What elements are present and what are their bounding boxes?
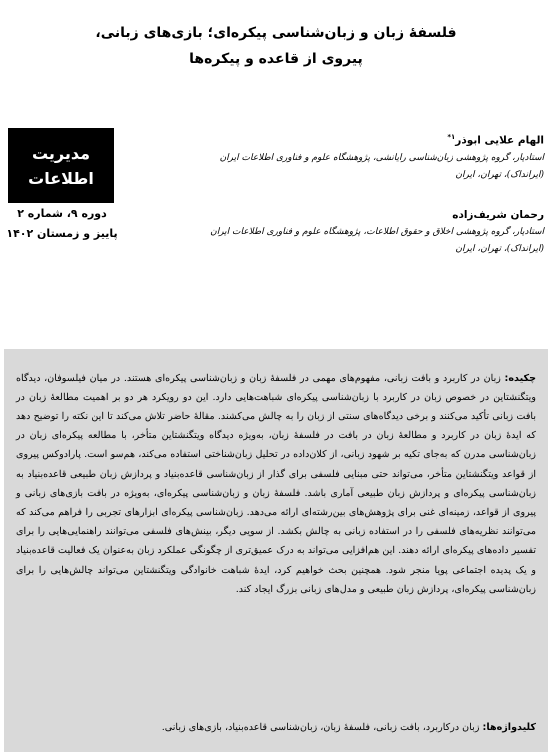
journal-volume: دوره ۹، شماره ۲ (17, 207, 107, 220)
journal-name-line-2: اطلاعات (28, 168, 94, 188)
author-affiliation-line-2: (ایرانداک)، تهران، ایران (455, 169, 544, 180)
article-title-line-2: پیروی از قاعده و پیکره‌ها (189, 51, 363, 67)
keywords-text: زبان درکاربرد، بافت زبانی، فلسفهٔ زبان، زبان‌شناسی قاعده‌بنیاد، بازی‌های زبانی. (161, 722, 480, 733)
author-affiliation-line-1: استادیار، گروه پژوهشی اخلاق و حقوق اطلاعات، پژوهشگاه علوم و فناوری اطلاعات ایران (210, 227, 544, 237)
abstract-label: چکیده: (504, 372, 536, 384)
author-affiliation-line-2: (ایرانداک)، تهران، ایران (455, 244, 544, 254)
article-title (60, 20, 492, 72)
author-affiliation-line-1: استادیار، گروه پژوهشی زبان‌شناسی رایانشی، پژوهشگاه علوم و فناوری اطلاعات ایران (219, 152, 544, 163)
author-block-1 (130, 128, 544, 184)
keywords-label: کلیدواژه‌ها: (482, 722, 536, 733)
keywords-line (16, 719, 536, 737)
article-title-line-1: فلسفهٔ زبان و زبان‌شناسی پیکره‌ای؛ بازی‌های زبانی، (95, 25, 457, 41)
journal-season: پاییز و زمستان ۱۴۰۲ (6, 227, 118, 240)
author-footnote-mark: ۱* (447, 133, 456, 141)
journal-name-line-1: مدیریت (31, 143, 91, 163)
journal-logo-box (8, 128, 114, 203)
author-name: الهام علایی ابوذر$^{۱*}$ (447, 133, 544, 147)
abstract-box (4, 349, 548, 752)
abstract-paragraph (16, 369, 536, 599)
author-block-2 (130, 206, 544, 258)
abstract-text: زبان در کاربرد و بافت زبانی، مفهوم‌های مهمی در فلسفهٔ زبان و زبان‌شناسی پیکره‌ای هستند. در میان فیلسوفان، دیدگاه ویتگنشتاین در خصوص زبان در کاربرد با زبان‌شناسی پیکره‌ای شباهت‌هایی دارد. این دو رویکرد هر دو بر اهمیت مطالعهٔ زبان در بافت زبانی تأکید می‌کنند و برخی دیدگاه‌های سنتی از زبان را به چالش می‌کشند. مقالهٔ حاضر تلاش می‌کند تا این نکته را توضیح دهد که ایدهٔ زبان در کاربرد و مطالعهٔ زبان در بافت در فلسفهٔ زبان، به‌ویژه دیدگاه ویتگنشتاین متأخر، با مطالعه پیکره‌ای زبان در زبان‌شناسی مدرن که به‌جای تکیه بر شهود زبانی، از کلان‌داده در تحلیل زبان‌شناختی استفاده می‌کند، هم‌سو است. پارادوکس پیروی از قواعد ویتگنشتاین متأخر، می‌تواند حتی مبنایی فلسفی برای گذار از زبان‌شناسی قاعده‌بنیاد و پردازش زبان طبیعی قاعده‌بنیاد به زبان‌شناسی پیکره‌ای و پردازش زبان طبیعی آماری باشد. فلسفهٔ زبان و زبان‌شناسی پیکره‌ای، به‌ویژه در بافت بازی‌های زبانی و پیروی از قواعد، زمینه‌ای غنی برای پژوهش‌های بین‌رشته‌ای ارائه می‌دهد. زبان‌شناسی پیکره‌ای ابزارهای تجربی را فراهم می‌کند که می‌توانند نظریه‌های فلسفی را در استفاده زبانی به چالش بکشد. از سویی دیگر، بینش‌های فلسفی می‌توانند راهنمایی‌هایی را برای تفسیر داده‌های پیکره‌ای ارائه دهند. این هم‌افزایی می‌تواند به درک عمیق‌تری از چگونگی عملکرد زبان به‌عنوان یک فعالیت قاعده‌بنیاد و یک پدیده اجتماعی پویا منجر شود. همچنین بحث خواهیم کرد، ایدهٔ شباهت خانوادگی ویتگنشتاین می‌تواند چالش‌هایی را برای زبان‌شناسی پیکره‌ای، پردازش زبان طبیعی و مدل‌های زبانی بزرگ ایجاد کند. (16, 372, 536, 595)
author-name: رحمان شریف‌زاده (452, 209, 544, 221)
